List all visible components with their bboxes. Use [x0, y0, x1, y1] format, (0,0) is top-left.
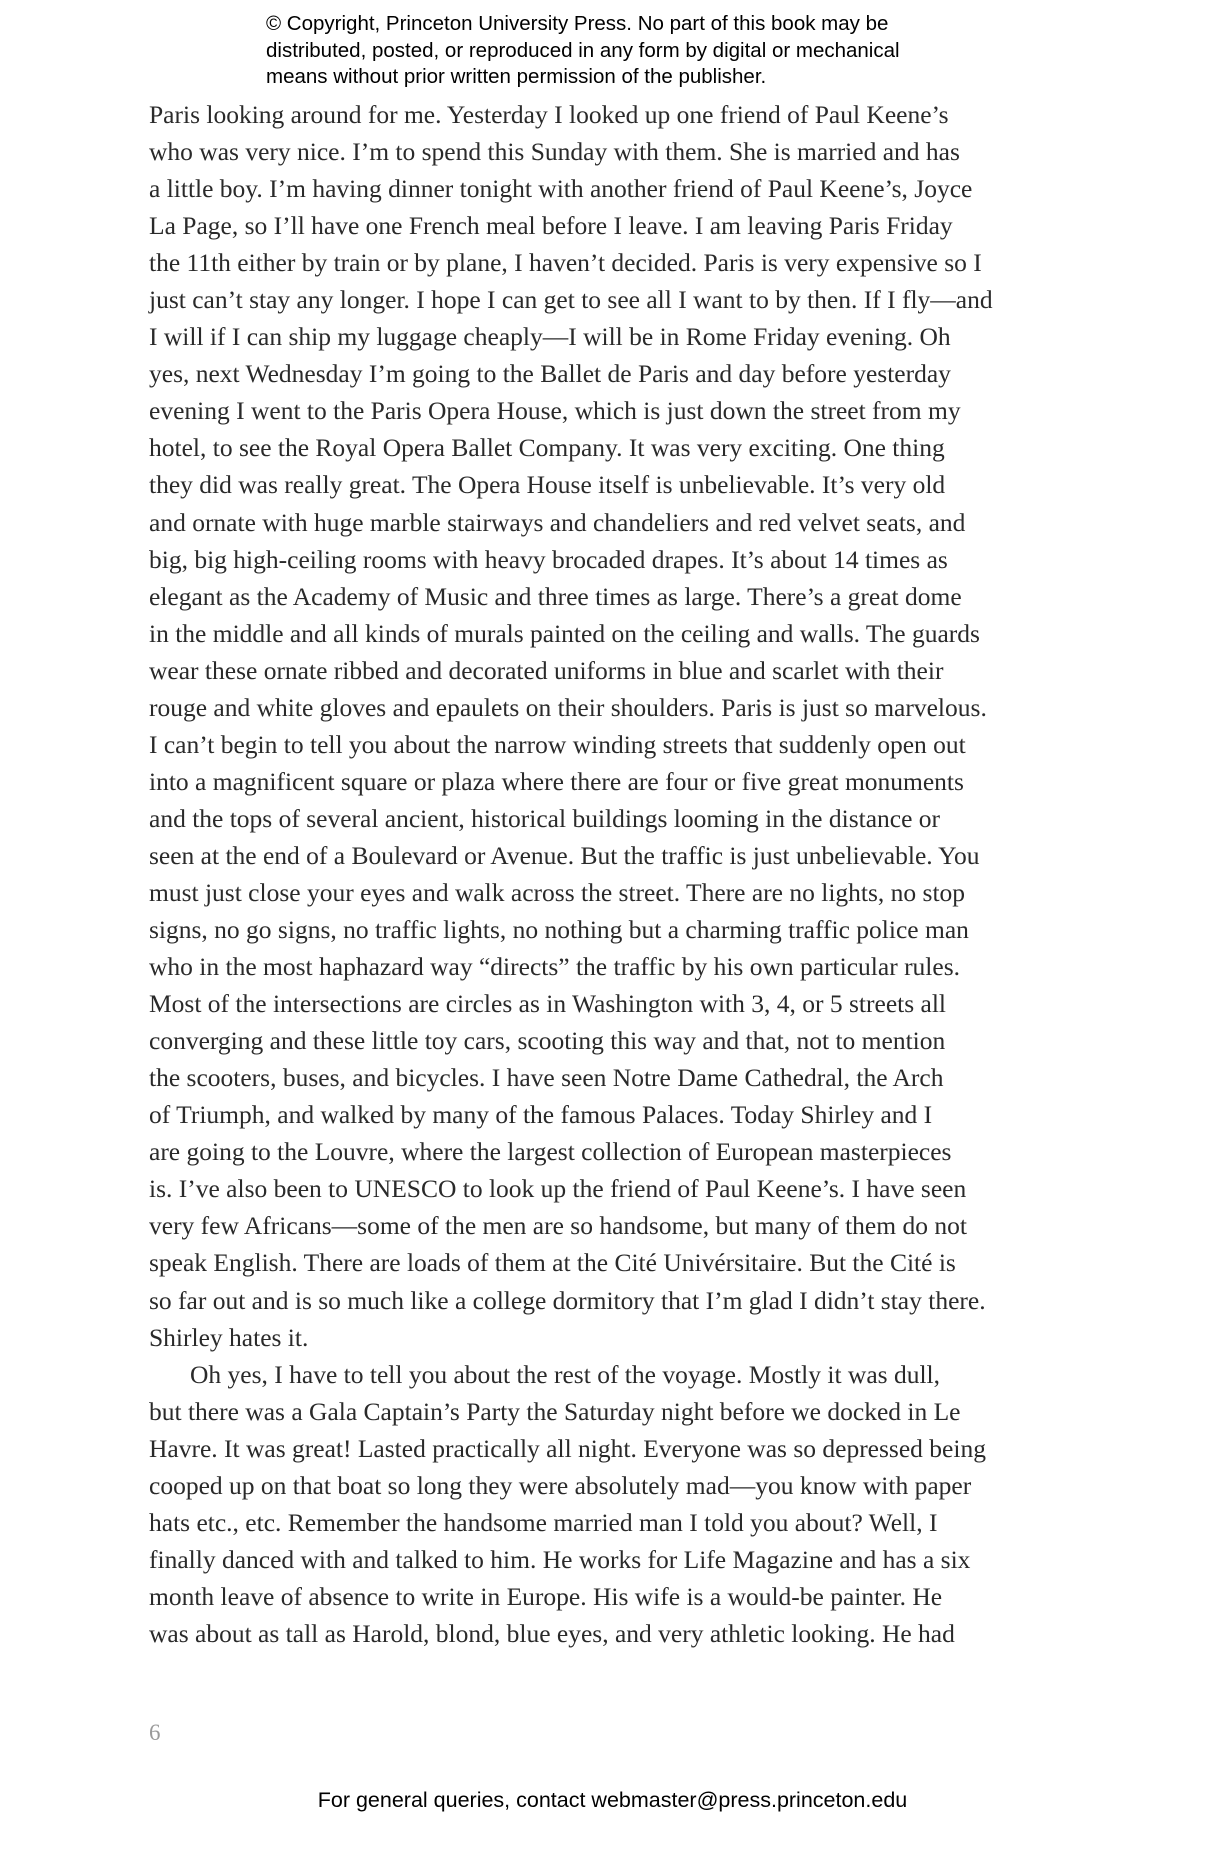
text-line: is. I’ve also been to UNESCO to look up the friend of Paul Keene’s. I have seen [149, 1174, 967, 1204]
text-line: but there was a Gala Captain’s Party the Saturday night before we docked in Le [149, 1396, 961, 1426]
text-line: are going to the Louvre, where the largest collection of European masterpieces [149, 1137, 952, 1167]
text-line: hotel, to see the Royal Opera Ballet Company. It was very exciting. One thing [149, 433, 945, 463]
page-number: 6 [149, 1720, 161, 1745]
body-text [149, 96, 1069, 1652]
text-line: evening I went to the Paris Opera House, which is just down the street from my [149, 396, 961, 426]
text-line: the scooters, buses, and bicycles. I have seen Notre Dame Cathedral, the Arch [149, 1063, 944, 1093]
copyright-line: © Copyright, Princeton University Press. No part of this book may be [266, 12, 889, 35]
text-line: just can’t stay any longer. I hope I can get to see all I want to by then. If I fly—and [149, 285, 993, 315]
text-line: month leave of absence to write in Europe. His wife is a would-be painter. He [149, 1581, 943, 1611]
text-line: very few Africans—some of the men are so handsome, but many of them do not [149, 1211, 967, 1241]
text-line: elegant as the Academy of Music and three times as large. There’s a great dome [149, 581, 962, 611]
copyright-notice [266, 11, 986, 91]
paragraph [149, 96, 1069, 1356]
text-line: La Page, so I’ll have one French meal before I leave. I am leaving Paris Friday [149, 211, 953, 241]
copyright-line: distributed, posted, or reproduced in any form by digital or mechanical [266, 38, 900, 62]
text-line: I can’t begin to tell you about the narrow winding streets that suddenly open out [149, 729, 966, 759]
text-line: Most of the intersections are circles as in Washington with 3, 4, or 5 streets all [149, 989, 947, 1019]
text-line: cooped up on that boat so long they were absolutely mad—you know with paper [149, 1470, 972, 1500]
text-line: Paris looking around for me. Yesterday I looked up one friend of Paul Keene’s [149, 100, 949, 129]
text-line: yes, next Wednesday I’m going to the Ballet de Paris and day before yesterday [149, 359, 951, 389]
text-line: I will if I can ship my luggage cheaply—I will be in Rome Friday evening. Oh [149, 322, 951, 352]
paragraph [149, 1356, 1069, 1652]
text-line: they did was really great. The Opera House itself is unbelievable. It’s very old [149, 470, 946, 500]
text-line: so far out and is so much like a college dormitory that I’m glad I didn’t stay there. [149, 1285, 986, 1315]
text-line: rouge and white gloves and epaulets on their shoulders. Paris is just so marvelous. [149, 692, 987, 722]
text-line: wear these ornate ribbed and decorated uniforms in blue and scarlet with their [149, 655, 944, 685]
text-line: big, big high-ceiling rooms with heavy brocaded drapes. It’s about 14 times as [149, 544, 948, 574]
text-line: into a magnificent square or plaza where there are four or five great monuments [149, 766, 964, 796]
text-line: and ornate with huge marble stairways and chandeliers and red velvet seats, and [149, 507, 966, 537]
text-line: the 11th either by train or by plane, I haven’t decided. Paris is very expensive so I [149, 248, 982, 278]
text-line: of Triumph, and walked by many of the famous Palaces. Today Shirley and I [149, 1100, 933, 1130]
text-line: was about as tall as Harold, blond, blue eyes, and very athletic looking. He had [149, 1618, 955, 1648]
text-line: Oh yes, I have to tell you about the rest of the voyage. Mostly it was dull, [190, 1359, 940, 1389]
text-line: seen at the end of a Boulevard or Avenue. But the traffic is just unbelievable. You [149, 840, 980, 870]
text-line: who was very nice. I’m to spend this Sunday with them. She is married and has [149, 137, 960, 167]
text-line: in the middle and all kinds of murals painted on the ceiling and walls. The guards [149, 618, 980, 648]
footer-contact: For general queries, contact webmaster@press.princeton.edu [317, 1788, 908, 1812]
text-line: speak English. There are loads of them at the Cité Univérsitaire. But the Cité is [149, 1248, 956, 1278]
text-line: signs, no go signs, no traffic lights, no nothing but a charming traffic police man [149, 915, 969, 945]
text-line: a little boy. I’m having dinner tonight with another friend of Paul Keene’s, Joyce [149, 174, 973, 204]
text-line: Shirley hates it. [149, 1322, 309, 1352]
text-line: and the tops of several ancient, historical buildings looming in the distance or [149, 803, 941, 833]
text-line: converging and these little toy cars, scooting this way and that, not to mention [149, 1026, 946, 1056]
text-line: finally danced with and talked to him. He works for Life Magazine and has a six [149, 1544, 971, 1574]
text-line: must just close your eyes and walk across the street. There are no lights, no stop [149, 877, 966, 907]
text-line: who in the most haphazard way “directs” the traffic by his own particular rules. [149, 952, 961, 982]
copyright-line: means without prior written permission of the publisher. [266, 65, 767, 88]
text-line: hats etc., etc. Remember the handsome married man I told you about? Well, I [149, 1507, 938, 1537]
text-line: Havre. It was great! Lasted practically all night. Everyone was so depressed being [149, 1433, 986, 1463]
